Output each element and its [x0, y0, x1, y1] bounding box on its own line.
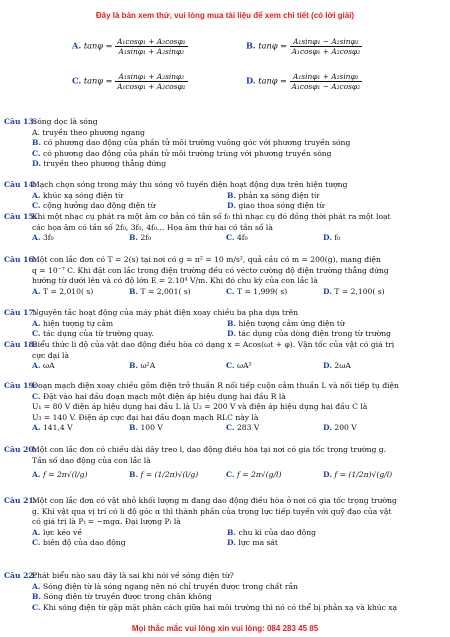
q14-option-a: A. khúc xạ sóng điện từ — [32, 190, 123, 200]
q20-option-c: C. f = 2π√(g/l) — [226, 470, 282, 480]
option-c-formula: C. tanφ = $\frac{\text{A₁sinφ₁ + A₂sinφ₂}}{\text{A₁cosφ₁ + A₂cosφ₂}}$ — [72, 72, 186, 91]
q17-option-d: D. tác dụng của dòng điện trong từ trường — [227, 329, 391, 339]
option-d-formula: D. tanφ = $\frac{\text{A₁sinφ₁ + A₂sinφ₂}}{\text{A₁cosφ₁ − A₂cosφ₂}}$ — [246, 72, 361, 91]
question-16: Câu 16: Một con lắc đơn có T = 2(s) tại nơi có g = π² = 10 m/s², quả cầu có m = 200(g), mang điện q = 10⁻⁷ C. Khi đặt con lắc trong điện trường đều có véctơ cường độ điện trường thẳng đứng hướng từ dưới lên và có độ lớn E = 2.10⁴ V/m. Khi đó chu kỳ của con lắc là A. T = 2,010( s) B. T = 2,001( s) C. T = 1,999( s) D. T = 2,100( s) — [32, 255, 422, 297]
q19-option-d: D. 200 V — [323, 423, 357, 433]
question-19: Câu 19: Đoạn mạch điện xoay chiều gồm điện trở thuần R nối tiếp cuộn cảm thuần L và nối tiếp tụ điện C. Đặt vào hai đầu đoạn mạch một điện áp hiệu dụng hai đầu R là U₁ = 80 V điện áp hiệu dụng hai đầu L là U₂ = 200 V và điện áp hiệu dụng hai đầu C là U₃ = 140 V. Điện áp cực đại hai đầu đoạn mạch RLC này là A. 141,4 V B. 100 V C. 283 V D. 200 V — [32, 381, 422, 434]
option-a-formula: A. tanφ = $\frac{\text{A₁cosφ₁ + A₂cosφ₂}}{\text{A₁sinφ₁ + A₂sinφ₂}}$ — [72, 37, 186, 56]
preview-banner: Đây là bản xem thử, vui lòng mua tài liệu để xem chi tiết (có lời giải) — [95, 11, 355, 20]
q13-option-b: B. có phương dao động của phần tử môi trường vuông góc với phương truyền sóng — [32, 138, 351, 148]
question-13: Câu 13: Sóng dọc là sóng A. truyền theo phương ngang B. có phương dao động của phần tử môi trường vuông góc với phương truyền sóng C. có phương dao động của phần tử môi trường trùng với phương truyền sóng D. truyền theo phương thẳng đứng — [32, 117, 422, 170]
q13-option-a: A. truyền theo phương ngang — [32, 127, 145, 137]
contact-footer: Mọi thắc mắc vui lòng xin vui lòng: 084 283 45 85 — [131, 624, 319, 633]
q19-option-c: C. 283 V — [226, 423, 260, 433]
q19-option-b: B. 100 V — [129, 423, 163, 433]
q13-option-d: D. truyền theo phương thẳng đứng — [32, 159, 167, 169]
q15-option-c: C. 4f₀ — [226, 233, 248, 243]
q17-option-a: A. hiện tượng tự cảm — [32, 318, 114, 328]
q14-option-c: C. cộng hưởng dao động điện từ — [32, 201, 156, 211]
q21-option-c: C. biên độ của dao động — [32, 538, 126, 548]
q19-option-a: A. 141,4 V — [32, 423, 73, 433]
q18-option-d: D. 2ωA — [323, 361, 351, 371]
q13-option-c: C. có phương dao động của phần tử môi trường trùng với phương truyền sóng — [32, 148, 332, 158]
option-b-formula: B. tanφ = $\frac{\text{A₁sinφ₁ − A₂sinφ₂}}{\text{A₁cosφ₁ + A₂cosφ₂}}$ — [246, 37, 361, 56]
q18-option-c: C. ωA² — [226, 361, 252, 371]
question-20: Câu 20: Một con lắc đơn có chiều dài dây treo l, dao động điều hòa tại nơi có gia tốc trọng trường g. Tần số dao động của con lắc là A. f = 2π√(l/g) B. f = (1/2π)√(l/g) C. f = 2π√(g/l) D. f = (1/2π)√(g/l) — [32, 445, 422, 481]
question-17: Câu 17: Nguyên tắc hoạt động của máy phát điện xoay chiều ba pha dựa trên A. hiện tượng tự cảm B. hiện tượng cảm ứng điện từ C. tác dụng của từ trường quay. D. tác dụng của dòng điện trong từ trường — [32, 308, 422, 340]
q20-option-b: B. f = (1/2π)√(l/g) — [129, 470, 199, 480]
q20-option-a: A. f = 2π√(l/g) — [32, 470, 88, 480]
q15-option-a: A. 3f₀ — [32, 233, 54, 243]
q16-option-b: B. T = 2,001( s) — [129, 286, 191, 296]
q21-option-b: B. chu kì của dao động — [227, 527, 317, 537]
q21-option-d: D. lực ma sát — [227, 538, 278, 548]
q14-option-b: B. phản xạ sóng điện từ — [227, 190, 319, 200]
q22-option-b: B. Sóng điện từ truyền được trong chân không — [32, 592, 212, 602]
q17-option-b: B. hiện tượng cảm ứng điện từ — [227, 318, 345, 328]
q18-option-a: A. ωA — [32, 361, 55, 371]
q20-option-d: D. f = (1/2π)√(g/l) — [323, 470, 393, 480]
q16-option-c: C. T = 1,999( s) — [226, 286, 288, 296]
question-18: Câu 18: Biểu thức li độ của vật dao động điều hòa có dạng x = Acos(ωt + φ). Vận tốc của vật có giá trị cực đại là A. ωA B. ω²A C. ωA² D. 2ωA — [32, 340, 422, 372]
q17-option-c: C. tác dụng của từ trường quay. — [32, 329, 154, 339]
q14-option-d: D. giao thoa sóng điện từ — [227, 201, 325, 211]
q22-option-c: C. Khi sóng điện từ gặp mặt phân cách giữa hai môi trường thì nó có thể bị phản xạ và khúc xạ — [32, 602, 398, 612]
q16-option-d: D. T = 2,100( s) — [323, 286, 385, 296]
q22-option-a: A. Sóng điện từ là sóng ngang nên nó chỉ truyền được trong chất rắn — [32, 581, 298, 591]
question-14: Câu 14: Mạch chọn sóng trong máy thu sóng vô tuyến điện hoạt động dựa trên hiện tượng A. khúc xạ sóng điện từ B. phản xạ sóng điện từ C. cộng hưởng dao động điện từ D. giao thoa sóng điện từ — [32, 180, 422, 212]
q15-option-d: D. f₀ — [323, 233, 341, 243]
q21-option-a: A. lực kéo về — [32, 527, 82, 537]
q15-option-b: B. 2f₀ — [129, 233, 152, 243]
question-15: Câu 15: Khi một nhạc cụ phát ra một âm cơ bản có tần số f₀ thì nhạc cụ đó đồng thời phát ra một loạt các họa âm có tần số 2f₀, 3f₀, 4f₀… Họa âm thứ hai có tần số là A. 3f₀ B. 2f₀ C. 4f₀ D. f₀ — [32, 212, 422, 244]
question-22: Câu 22: Phát biểu nào sau đây là sai khi nói về sóng điện từ? A. Sóng điện từ là sóng ngang nên nó chỉ truyền được trong chất rắn B. Sóng điện từ truyền được trong chân không C. Khi sóng điện từ gặp mặt phân cách giữa hai môi trường thì nó có thể bị phản xạ và khúc xạ — [32, 571, 422, 613]
question-21: Câu 21: Một con lắc đơn có vật nhỏ khối lượng m đang dao động điều hòa ở nơi có gia tốc trọng trường g. Khi vật qua vị trí có li độ góc α thì thành phần của trọng lực tiếp tuyến với quỹ đạo của vật có giá trị là Pₜ = −mgα. Đại lượng Pₜ là A. lực kéo về B. chu kì của dao động C. biên độ của dao động D. lực ma sát — [32, 496, 422, 549]
q16-option-a: A. T = 2,010( s) — [32, 286, 94, 296]
q18-option-b: B. ω²A — [129, 361, 156, 371]
